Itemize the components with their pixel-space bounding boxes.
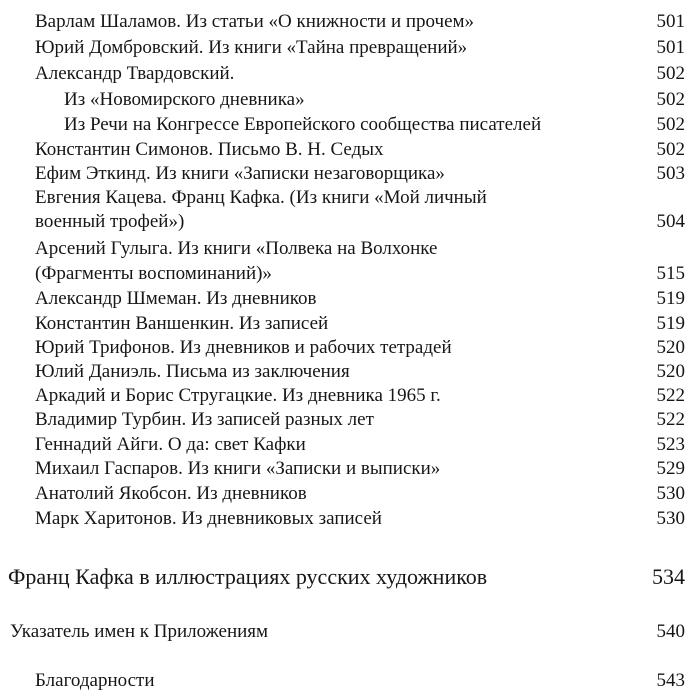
toc-entry-title: Михаил Гаспаров. Из книги «Записки и выписки»	[35, 458, 441, 479]
toc-entry-page: 503	[656, 163, 685, 184]
index-title: Указатель имен к Приложениям	[10, 621, 269, 642]
toc-entry-title: военный трофей»)	[35, 211, 185, 232]
toc-entry-title: Юрий Домбровский. Из книги «Тайна превращений»	[35, 37, 468, 58]
toc-entry-page: 522	[656, 409, 685, 430]
toc-entry-page: 502	[656, 89, 685, 110]
toc-entry-page: 502	[656, 114, 685, 135]
toc-entry-page: 519	[656, 288, 685, 309]
toc-entry-title: Константин Симонов. Письмо В. Н. Седых	[35, 139, 384, 160]
toc-entry-title: Марк Харитонов. Из дневниковых записей	[35, 508, 382, 529]
toc-entry-title: Арсений Гулыга. Из книги «Полвека на Волхонке	[35, 238, 438, 259]
toc-entry-title: Евгения Кацева. Франц Кафка. (Из книги «Мой личный	[35, 187, 487, 208]
toc-entry-title: Юрий Трифонов. Из дневников и рабочих тетрадей	[35, 337, 452, 358]
index-page: 540	[656, 621, 685, 642]
toc-entry-title: Александр Твардовский.	[35, 63, 235, 84]
toc-entry-title: Владимир Турбин. Из записей разных лет	[35, 409, 374, 430]
section-page: 534	[652, 564, 685, 589]
toc-entry-title: Александр Шмеман. Из дневников	[35, 288, 317, 309]
thanks-title: Благодарности	[35, 670, 155, 691]
toc-entry-title: Из Речи на Конгрессе Европейского сообщества писателей	[64, 114, 542, 135]
toc-entry-page: 502	[656, 63, 685, 84]
toc-entry-title: Ефим Эткинд. Из книги «Записки незаговорщика»	[35, 163, 445, 184]
toc-entry-page: 504	[656, 211, 685, 232]
toc-entry-page: 520	[656, 361, 685, 382]
thanks-page: 543	[656, 670, 685, 691]
toc-entry-title: Аркадий и Борис Стругацкие. Из дневника 1965 г.	[35, 385, 441, 406]
toc-entry-page: 515	[656, 263, 685, 284]
toc-entry-title: Из «Новомирского дневника»	[64, 89, 305, 110]
toc-entry-page: 530	[656, 483, 685, 504]
toc-entry-page: 530	[656, 508, 685, 529]
toc-entry-page: 502	[656, 139, 685, 160]
toc-entry-title: Геннадий Айги. О да: свет Кафки	[35, 434, 306, 455]
toc-entry-page: 522	[656, 385, 685, 406]
toc-entry-title: (Фрагменты воспоминаний)»	[35, 263, 272, 284]
toc-entry-page: 520	[656, 337, 685, 358]
toc-entry-page: 523	[656, 434, 685, 455]
toc-entry-title: Варлам Шаламов. Из статьи «О книжности и прочем»	[35, 11, 475, 32]
toc-entry-title: Юлий Даниэль. Письма из заключения	[35, 361, 350, 382]
section-title: Франц Кафка в иллюстрациях русских художников	[8, 564, 488, 589]
toc-entry-page: 501	[656, 11, 685, 32]
toc-entry-page: 519	[656, 313, 685, 334]
toc-entry-page: 529	[656, 458, 685, 479]
toc-entry-page: 501	[656, 37, 685, 58]
toc-entry-title: Анатолий Якобсон. Из дневников	[35, 483, 307, 504]
toc-entry-title: Константин Ваншенкин. Из записей	[35, 313, 329, 334]
